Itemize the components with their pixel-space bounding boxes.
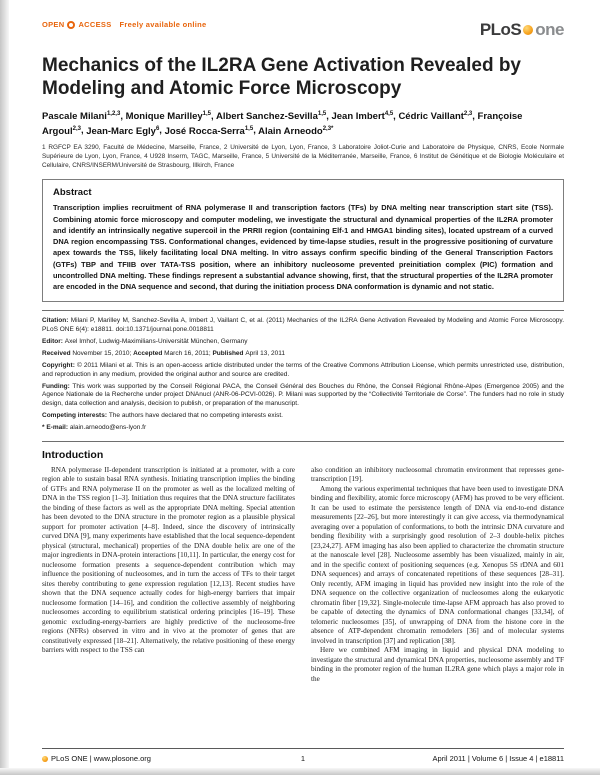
plos-logo-text: PLoS [479,20,522,39]
author-name: Alain Arneodo$^{2,3*}$ [258,125,334,137]
metadata-row: Copyright: © 2011 Milani et al. This is an open-access article distributed under the terms of the Creative Commons Attribution License, which permits unrestricted use, distribution, and reproduction in any medium, provided the original author and source are credited. [42,362,565,378]
plos-logo-ball-icon [523,25,533,35]
divider-below-metadata [42,441,564,442]
author-name: Jean Imbert$^{4,5}$ [331,110,394,122]
right-column [311,449,564,701]
author-name: Monique Marilley$^{1,5}$ [125,110,212,122]
page-edge-shadow-left [0,0,9,775]
footer-journal [42,754,151,763]
page-number: 1 [300,754,306,763]
body-paragraph: RNA polymerase II-dependent transcription is initiated at a promoter, with a core region able to sustain basal RNA synthesis. Initiating transcription implies the binding of GTFs and RNA polymerase II on the promoter as well as the localized melting of DNA in the TSS region [1–3]. Initiation thus requires that the DNA structure facilitates the binding of these factors as well as the appropriate DNA melting. Special attention has been devoted to the DNA structure in the promoter region as a plausible physical support for promoter activation [4–8]. Indeed, since the discovery of intrinsically curved DNA [9], many experiments have established that the local sequence-dependent physical (structural, mechanical) properties of the DNA double helix are one of the major ingredients in DNA-protein interactions [10,11]. In particular, the energy cost for nucleosome formation presents a sequence-dependent contribution which may influence the positioning of nucleosomes, and in turn the access of TFs to their target sites thereby contributing to gene expression regulation [12,13]. Recent studies have shown that the DNA sequence actually codes for high-energy barriers that impair nucleosome formation [14–16], and condition the collective assembly of neighboring nucleosomes according to equilibrium statistical ordering principles [16–19]. These genomic excluding-energy-barriers are highly predictive of the nucleosome-free regions (NFRs) observed in vitro and in vivo at the promoter of genes that are constitutively expressed [18–21]. Alternatively, the relative positioning of these energy barriers with respect to the TSS can [42,465,295,655]
section-heading-introduction: Introduction [42,448,104,461]
plos-footer-dot-icon [42,756,48,762]
metadata-row: Citation: Milani P, Marilley M, Sanchez-Sevilla A, Imbert J, Vaillant C, et al. (2011) Mechanics of the IL2RA Gene Activation Revealed by Modeling and Atomic Force Microscopy. PLoS ONE 6(4): e18811. doi:10.1371/journal.pone.0018811 [42,317,564,333]
author-name: José Rocca-Serra$^{1,5}$ [164,125,254,137]
metadata-row: Competing interests: The authors have declared that no competing interests exist. [42,411,283,419]
article-body [42,449,564,701]
footer-issue-info: April 2011 | Volume 6 | Issue 4 | e18811 [432,754,564,763]
body-paragraph: also condition an inhibitory nucleosomal chromatin environment that represses gene-transcription [19]. [311,465,564,484]
body-paragraph: Here we combined AFM imaging in liquid and physical DNA modeling to investigate the structural and dynamical DNA properties, nucleosome assembly and TF binding in the promoter region of the human IL2RA gene which plays a major role in the [311,646,564,683]
author-name: Françoise Argoul$^{2,3}$ [42,110,523,137]
author-name: Cédric Vaillant$^{2,3}$ [398,110,473,122]
plos-one-logo-text: one [535,20,564,39]
footer-row [42,754,564,763]
divider-above-metadata [42,310,564,311]
right-column-text [311,466,564,685]
metadata-row: Received November 15, 2010; Accepted March 16, 2011; Published April 13, 2011 [42,350,285,357]
author-name: Jean-Marc Egly$^6$ [86,125,160,137]
page-footer [42,748,564,763]
metadata-list [42,317,564,432]
abstract-text: Transcription implies recruitment of RNA polymerase II and transcription factors (TFs) by DNA melting near transcription start site (TSS). Combining atomic force microscopy and computer modeling, we investigate the structural and dynamical properties of the IL2RA promoter and identify an intrinsically negative supercoil in the PRRII region (containing Elf-1 and HMGA1 binding sites), located upstream of a curved DNA region encompassing TSS. Conformational changes, evidenced by time-lapse studies, result in the progressive positioning of curvature apex towards the TSS, likely facilitating local DNA melting. In vitro assays confirm specific binding of the General Transcription Factors (GTFs) TBP and TFIIB over TATA-TSS position, where an inhibitory nucleosome prevented preinitiation complex (PIC) formation and uncontrolled DNA melting. These findings represent a substantial advance showing, first, that the structural properties of the IL2RA promoter are encoded in the DNA sequence and second, that during the initiation process DNA conformation is dynamic and not static. [53,203,553,292]
left-column-text [42,466,295,656]
footer-divider [42,748,564,749]
abstract-heading: Abstract [53,187,92,199]
left-column [42,449,295,701]
open-access-badge [42,20,206,29]
abstract-box [42,179,564,302]
footer-journal-label: PLoS ONE | www.plosone.org [51,754,151,763]
metadata-row: Funding: This work was supported by the Conseil Régional PACA, the Conseil Général des Bouches du Rhône, the Conseil Régional Rhône-Alpes (Emergence 2005) and the Agence Nationale de la Recherche under project DNAnucl (ANR-06-PCVI-0026). P. Milani was supported by the “Collectivité Territoriale de Corse”. The funders had no role in study design, data collection and analysis, decision to publish, or preparation of the manuscript. [42,382,564,407]
author-name: Pascale Milani$^{1,2,3}$ [42,110,121,122]
plos-one-logo [480,20,564,40]
article-title: Mechanics of the IL2RA Gene Activation Revealed by Modeling and Atomic Force Microscopy [42,55,521,99]
author-name: Albert Sanchez-Sevilla$^{1,5}$ [215,110,327,122]
metadata-row: * E-mail: alain.arneodo@ens-lyon.fr [42,424,147,432]
body-paragraph: Among the various experimental techniques that have been used to investigate DNA binding and flexibility, atomic force microscopy (AFM) has proved to be very efficient. It can be used to estimate the persistence length of DNA via end-to-end distance measurements [22–26], but more interestingly it can give access, via thermodynamical averaging over a population of conformations, to both the intrinsic DNA curvature and bending flexibility with a surprisingly good resolution of 2–3 double-helix pitches [23,24,27]. AFM imaging has also been applied to characterize the chromatin structure at the nanoscale level [28]. Nucleosome assembly has been visualized, mainly in air, and in the specific context of positioning sequences (e.g. Xenopus 5S rDNA and 601 DNA sequences) and arrays of concatenated repetitions of these sequences [28–31]. Only recently, AFM imaging in liquid has provided new insight into the role of the DNA sequence on the collective organization of nucleosomes along the eukaryotic chromatin fiber [19,32]. Single-molecule time-lapse AFM approach has also proved to be capable of detecting the dynamics of DNA conformational changes [33,34], of telomeric nucleosomes [35], of unwrapping of DNA from the histone core in the absence of ATP-dependent chromatin remodelers [36] and of molecular systems involved in transcription [37] and replication [38]. [311,484,564,645]
open-access-lock-icon [67,21,75,29]
author-list: Pascale Milani$^{1,2,3}$, Monique Marilley$^{1,5}$, Albert Sanchez-Sevilla$^{1,5}$, Jean Imbert$^{4,5}$, Cédric Vaillant$^{2,3}$, Françoise Argoul$^{2,3}$, Jean-Marc Egly$^6$, José Rocca-Serra$^{1,5}$, Alain Arneodo$^{2,3*}$ [42,110,523,137]
affiliations: 1 RGFCP EA 3290, Faculté de Médecine, Marseille, France, 2 Université de Lyon, Lyon, France, 3 Laboratoire Joliot-Curie and Laboratoire de Physique, CNRS, Ecole Normale Supérieure de Lyon, Lyon, France, 4 U928 Inserm, TAGC, Marseille, France, 5 Université de la Méditerranée, Marseille, France, 6 Institut de Génétique et de Biologie Moléculaire et Cellulaire, CNRS/INSERM/Université de Strasbourg, Illkirch, France [42,144,564,169]
page-header [42,20,564,40]
open-access-open-label: OPEN [42,20,65,29]
metadata-row: Editor: Axel Imhof, Ludwig-Maximilians-Universität München, Germany [42,337,248,345]
page-edge-shadow-bottom [0,768,600,775]
freely-available-label: Freely available online [119,20,207,29]
open-access-access-label: ACCESS [78,20,112,29]
